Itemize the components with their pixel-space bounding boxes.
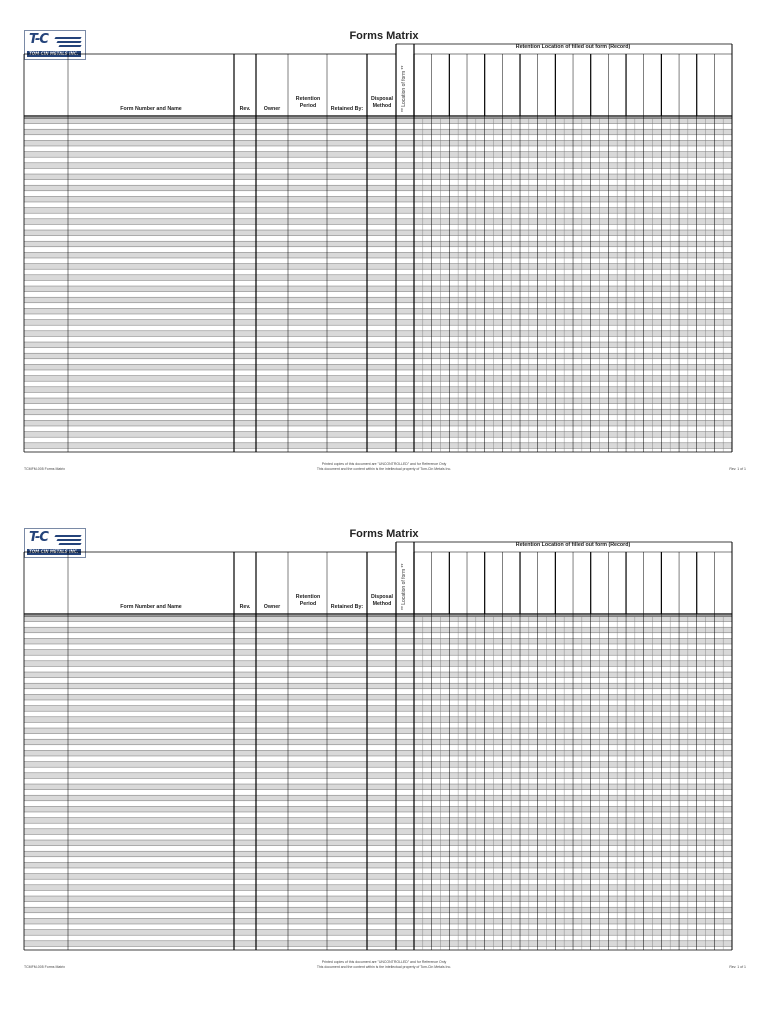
footer-notice-line-1: Printed copies of this document are "UNCONTROLLED" and for Reference Only <box>321 462 447 466</box>
col-header-disposal-method: Disposal Method <box>370 594 394 607</box>
footer-notice-line-2: This document and the content within is the intellectual property of Tom-Cin Metals Inc. <box>316 467 452 471</box>
forms-matrix-grid <box>0 498 768 988</box>
col-header-owner: Owner <box>263 604 281 610</box>
col-header-owner: Owner <box>263 106 281 112</box>
col-header-retention-period: Retention Period <box>295 594 321 607</box>
footer-document-id: TCMFM-005 Forms Matrix <box>24 965 66 969</box>
logo-company-name: TOM-CIN METALS INC. <box>27 549 81 555</box>
col-header-form-number-and-name: Form Number and Name <box>120 106 182 112</box>
col-header-location-of-form: ** Location of form ** <box>401 563 407 610</box>
col-header-retained-by: Retained By: <box>330 106 364 112</box>
form-page-1 <box>0 0 768 490</box>
footer-notice-line-2: This document and the content within is the intellectual property of Tom-Cin Metals Inc. <box>316 965 452 969</box>
col-header-location-of-form: ** Location of form ** <box>401 65 407 112</box>
footer-notice-line-1: Printed copies of this document are "UNCONTROLLED" and for Reference Only <box>321 960 447 964</box>
logo-company-name: TOM-CIN METALS INC. <box>27 51 81 57</box>
page-title: Forms Matrix <box>349 30 419 42</box>
col-header-rev: Rev. <box>239 604 251 610</box>
footer-revision: Rev. 1 of 1 <box>729 965 746 969</box>
col-header-retention-location: Retention Location of filled out form (Record) <box>515 44 631 50</box>
col-header-disposal-method: Disposal Method <box>370 96 394 109</box>
col-header-form-number-and-name: Form Number and Name <box>120 604 182 610</box>
footer-revision: Rev. 1 of 1 <box>729 467 746 471</box>
page-title: Forms Matrix <box>349 528 419 540</box>
col-header-retained-by: Retained By: <box>330 604 364 610</box>
forms-matrix-grid <box>0 0 768 490</box>
logo-mark: T-C <box>29 32 48 47</box>
col-header-rev: Rev. <box>239 106 251 112</box>
footer-notice <box>284 960 484 970</box>
form-page-2 <box>0 498 768 988</box>
footer-document-id: TCMFM-005 Forms Matrix <box>24 467 66 471</box>
logo-mark: T-C <box>29 530 48 545</box>
footer-notice <box>284 462 484 472</box>
col-header-retention-period: Retention Period <box>295 96 321 109</box>
col-header-retention-location: Retention Location of filled out form (Record) <box>515 542 631 548</box>
